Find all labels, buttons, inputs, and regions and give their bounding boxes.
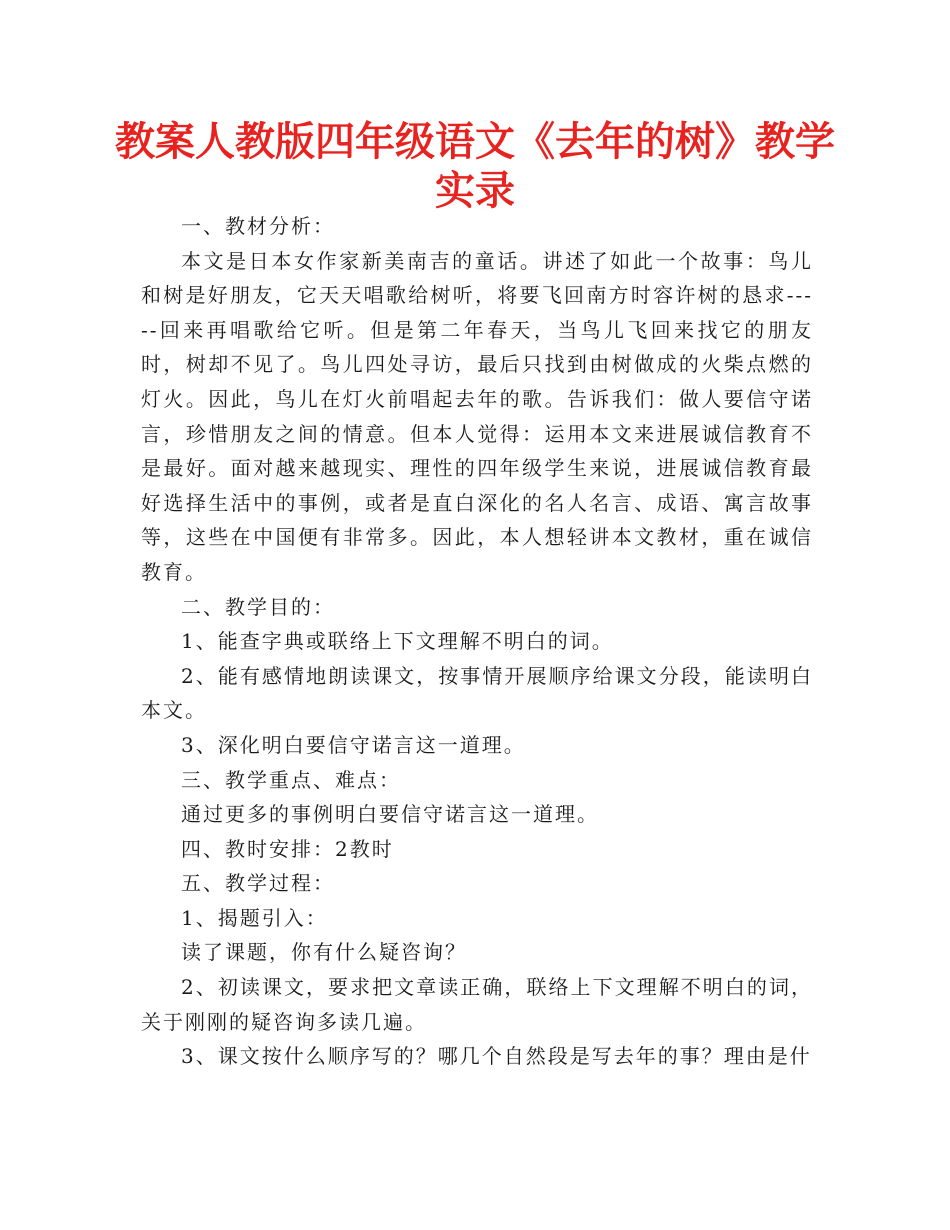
- list-item: 1、能查字典或联络上下文理解不明白的词。: [181, 629, 614, 654]
- document-title: 教案人教版四年级语文《去年的树》教学实录: [115, 119, 835, 214]
- section-heading: 二、教学目的：: [181, 594, 335, 619]
- section-heading: 五、教学过程：: [181, 871, 335, 896]
- list-item: 2、能有感情地朗读课文，按事情开展顺序给课文分段，能读明白本文。: [141, 663, 813, 723]
- paragraph: 读了课题，你有什么疑咨询？: [181, 940, 467, 965]
- paragraph: 本文是日本女作家新美南吉的童话。讲述了如此一个故事：鸟儿和树是好朋友，它天天唱歌给树听，将要飞回南方时容许树的恳求-----回来再唱歌给它听。但是第二年春天，当鸟儿飞回来找它的朋友时，树却不见了。鸟儿四处寻访，最后只找到由树做成的火柴点燃的灯火。因此，鸟儿在灯火前唱起去年的歌。告诉我们：做人要信守诺言，珍惜朋友之间的情意。但本人觉得：运用本文来进展诚信教育不是最好。面对越来越现实、理性的四年级学生来说，进展诚信教育最好选择生活中的事例，或者是直白深化的名人名言、成语、寓言故事等，这些在中国便有非常多。因此，本人想轻讲本文教材，重在诚信教育。: [141, 248, 813, 584]
- list-item: 1、揭题引入：: [181, 905, 328, 930]
- section-heading: 三、教学重点、难点：: [181, 767, 401, 792]
- list-item: 3、深化明白要信守诺言这一道理。: [181, 732, 526, 757]
- section-heading: 一、教材分析：: [181, 214, 335, 238]
- paragraph: 通过更多的事例明白要信守诺言这一道理。: [181, 802, 599, 827]
- list-item: 2、初读课文，要求把文章读正确，联络上下文理解不明白的词，关于刚刚的疑咨询多读几遍。: [141, 975, 813, 1034]
- list-item: 3、课文按什么顺序写的？哪几个自然段是写去年的事？理由是什: [181, 1044, 812, 1069]
- section-heading: 四、教时安排：2教时: [181, 836, 394, 861]
- document-body: [141, 209, 813, 1074]
